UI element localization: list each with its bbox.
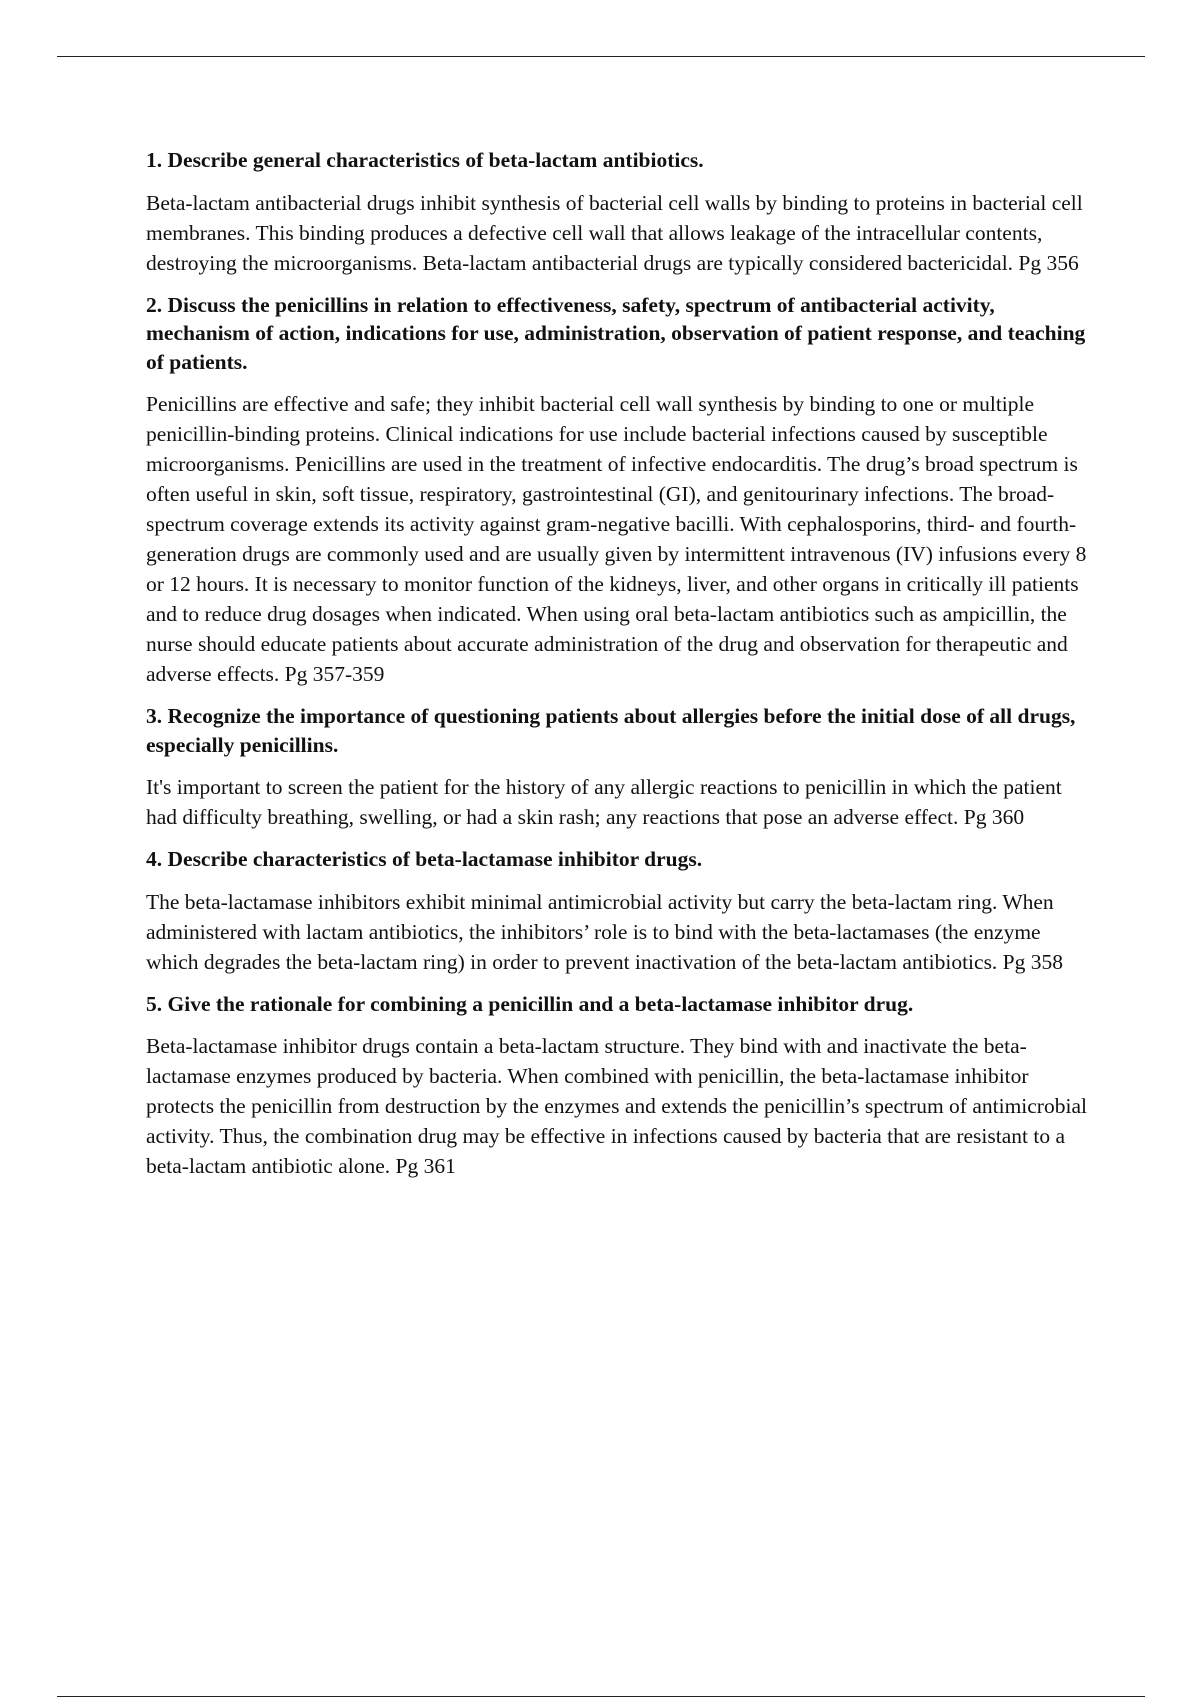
answer-paragraph: Penicillins are effective and safe; they inhibit bacterial cell wall synthesis by binding to one or multiple penicillin-binding proteins. Clinical indications for use include bacterial infections caused by susceptible microorganisms. Penicillins are used in the treatment of infective endocarditis. The drug’s broad spectrum is often useful in skin, soft tissue, respiratory, gastrointestinal (GI), and genitourinary infections. The broad-spectrum coverage extends its activity against gram-negative bacilli. With cephalosporins, third- and fourth-generation drugs are commonly used and are usually given by intermittent intravenous (IV) infusions every 8 or 12 hours. It is necessary to monitor function of the kidneys, liver, and other organs in critically ill patients and to reduce drug dosages when indicated. When using oral beta-lactam antibiotics such as ampicillin, the nurse should educate patients about accurate administration of the drug and observation for therapeutic and adverse effects. Pg 357-359 — [146, 392, 1087, 686]
qa-section-4 — [146, 845, 1096, 977]
answer-paragraph: The beta-lactamase inhibitors exhibit minimal antimicrobial activity but carry the beta-lactam ring. When administered with lactam antibiotics, the inhibitors’ role is to bind with the beta-lactamases (the enzyme which degrades the beta-lactam ring) in order to prevent inactivation of the beta-lactam antibiotics. Pg 358 — [146, 889, 1064, 974]
question-heading: 4. Describe characteristics of beta-lactamase inhibitor drugs. — [146, 847, 703, 871]
answer-paragraph: It's important to screen the patient for the history of any allergic reactions to penicillin in which the patient had difficulty breathing, swelling, or had a skin rash; any reactions that pose an adverse effect. Pg 360 — [146, 775, 1062, 829]
qa-section-2 — [146, 291, 1096, 690]
document-body — [146, 146, 1096, 1194]
top-rule — [57, 56, 1145, 57]
answer-paragraph: Beta-lactam antibacterial drugs inhibit synthesis of bacterial cell walls by binding to proteins in bacterial cell membranes. This binding produces a defective cell wall that allows leakage of the intracellular contents, destroying the microorganisms. Beta-lactam antibacterial drugs are typically considered bactericidal. Pg 356 — [146, 190, 1083, 275]
question-heading: 2. Discuss the penicillins in relation to effectiveness, safety, spectrum of antibacterial activity, mechanism of action, indications for use, administration, observation of patient response, and teaching of patients. — [146, 292, 1086, 374]
answer-paragraph: Beta-lactamase inhibitor drugs contain a beta-lactam structure. They bind with and inactivate the beta-lactamase enzymes produced by bacteria. When combined with penicillin, the beta-lactamase inhibitor protects the penicillin from destruction by the enzymes and extends the penicillin’s spectrum of antimicrobial activity. Thus, the combination drug may be effective in infections caused by bacteria that are resistant to a beta-lactam antibiotic alone. Pg 361 — [146, 1034, 1087, 1178]
qa-section-3 — [146, 702, 1096, 832]
question-heading: 1. Describe general characteristics of beta-lactam antibiotics. — [146, 148, 704, 172]
question-heading: 5. Give the rationale for combining a penicillin and a beta-lactamase inhibitor drug. — [146, 991, 914, 1016]
qa-section-5 — [146, 990, 1096, 1182]
bottom-rule — [57, 1696, 1145, 1697]
question-heading: 3. Recognize the importance of questioning patients about allergies before the initial dose of all drugs, especially penicillins. — [146, 704, 1076, 757]
qa-section-1 — [146, 146, 1096, 278]
